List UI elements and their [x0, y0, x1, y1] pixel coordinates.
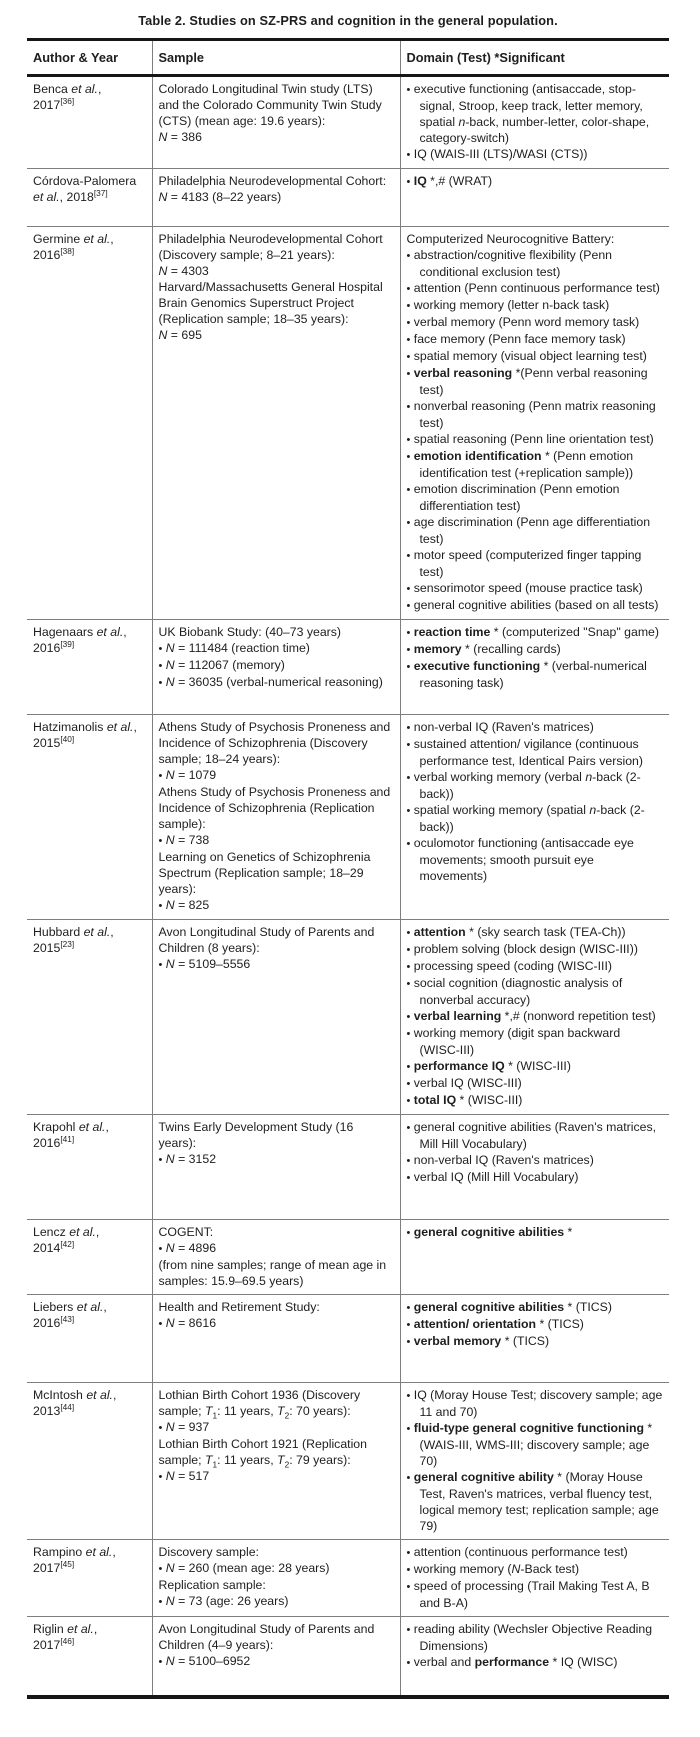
domain-item: • attention (continuous performance test)	[406, 1545, 628, 1559]
sample-cell	[152, 169, 400, 227]
domain-item: • general cognitive ability * (Moray House Test, Raven's matrices, verbal fluency test, logical memory test; replication sample; age 79)	[406, 1470, 659, 1533]
bullet-icon: •	[406, 1624, 411, 1636]
domain-item: • reading ability (Wechsler Objective Reading Dimensions)	[406, 1622, 653, 1653]
domain-item: • working memory (N-Back test)	[406, 1562, 580, 1576]
domain-item: • performance IQ * (WISC-III)	[406, 1059, 571, 1073]
bullet-icon: •	[406, 317, 411, 329]
col-header-domain: Domain (Test) *Significant	[400, 40, 669, 76]
domain-cell	[400, 620, 669, 715]
bullet-icon: •	[406, 1095, 411, 1107]
domain-item: • general cognitive abilities * (TICS)	[406, 1300, 612, 1314]
bullet-icon: •	[406, 1581, 411, 1593]
bullet-icon: •	[158, 900, 163, 912]
bullet-icon: •	[406, 334, 411, 346]
table-title: Table 2. Studies on SZ-PRS and cognition in the general population.	[138, 13, 558, 28]
author-cell: Rampino et al., 2017[45]	[27, 1540, 152, 1617]
bullet-icon: •	[406, 1061, 411, 1073]
sample-line: Lothian Birth Cohort 1936 (Discovery sample; $T_1$: 11 years, $T_2$: 70 years):	[158, 1388, 361, 1421]
sample-line: Athens Study of Psychosis Proneness and Incidence of Schizophrenia (Discovery sample; 18–24 years):	[158, 720, 391, 766]
bullet-icon: •	[406, 1336, 411, 1348]
sample-line: Colorado Longitudinal Twin study (LTS) and the Colorado Community Twin Study (CTS) (mean age: 19.6 years):	[158, 82, 382, 128]
domain-item: • abstraction/cognitive flexibility (Penn conditional exclusion test)	[406, 248, 612, 279]
sample-line: Replication sample:	[158, 1578, 266, 1592]
author-cell: Benca et al., 2017[36]	[33, 82, 102, 112]
table-row	[27, 227, 669, 620]
bullet-icon: •	[158, 1596, 163, 1608]
table-row	[27, 1295, 669, 1383]
bullet-icon: •	[406, 661, 411, 673]
sample-cell	[152, 920, 400, 1115]
domain-item: • reaction time * (computerized "Snap" game)	[406, 625, 659, 639]
domain-item: • oculomotor functioning (antisaccade eye movements; smooth pursuit eye movements)	[406, 836, 634, 883]
domain-item: • verbal and performance * IQ (WISC)	[406, 1655, 618, 1669]
sample-line: • N = 36035 (verbal-numerical reasoning)	[158, 675, 383, 689]
domain-item: • fluid-type general cognitive functioning * (WAIS-III, WMS-III; discovery sample; age 70)	[406, 1421, 653, 1468]
sample-cell	[152, 227, 400, 620]
author-cell: Hagenaars et al., 2016[39]	[27, 620, 152, 715]
domain-cell	[400, 227, 669, 620]
sample-line: Avon Longitudinal Study of Parents and Children (4–9 years):	[158, 1622, 375, 1652]
domain-cell	[400, 1383, 669, 1540]
bullet-icon: •	[406, 1028, 411, 1040]
sample-line: Avon Longitudinal Study of Parents and Children (8 years):	[158, 925, 375, 955]
domain-cell	[400, 76, 669, 169]
domain-item: • attention/ orientation * (TICS)	[406, 1317, 584, 1331]
bullet-icon: •	[406, 838, 411, 850]
sample-line: Harvard/Massachusetts General Hospital Brain Genomics Superstruct Project (Replication sample; 18–35 years):	[158, 280, 383, 326]
sample-line: Twins Early Development Study (16 years):	[158, 1120, 354, 1150]
domain-item: • attention (Penn continuous performance test)	[406, 281, 660, 295]
domain-item: • general cognitive abilities (Raven's matrices, Mill Hill Vocabulary)	[406, 1120, 657, 1151]
author-cell: Hatzimanolis et al., 2015[40]	[27, 715, 152, 920]
table-row	[27, 1115, 669, 1220]
bullet-icon: •	[406, 978, 411, 990]
bullet-icon: •	[406, 1078, 411, 1090]
domain-item: • general cognitive abilities (based on all tests)	[406, 598, 659, 612]
bullet-icon: •	[406, 1302, 411, 1314]
sample-line: N = 4303	[158, 264, 209, 278]
sample-line: Discovery sample:	[158, 1545, 259, 1559]
bullet-icon: •	[406, 149, 411, 161]
bullet-icon: •	[406, 517, 411, 529]
sample-cell	[152, 1383, 400, 1540]
sample-line: Learning on Genetics of Schizophrenia Spectrum (Replication sample; 18–29 years):	[158, 850, 371, 896]
domain-item: • verbal IQ (WISC-III)	[406, 1076, 522, 1090]
table-row	[27, 1540, 669, 1617]
sample-line: • N = 111484 (reaction time)	[158, 641, 310, 655]
table-row	[27, 169, 669, 227]
domain-item: • spatial working memory (spatial n-back (2-back))	[406, 803, 645, 834]
domain-item: • verbal memory (Penn word memory task)	[406, 315, 640, 329]
bullet-icon: •	[406, 176, 411, 188]
sample-line: N = 4183 (8–22 years)	[158, 190, 282, 204]
bullet-icon: •	[406, 550, 411, 562]
author-cell: McIntosh et al., 2013[44]	[27, 1383, 152, 1540]
domain-item: • verbal learning *,# (nonword repetition test)	[406, 1009, 656, 1023]
sample-cell	[152, 715, 400, 920]
author-cell: Riglin et al., 2017[46]	[27, 1617, 152, 1697]
sample-line: N = 695	[158, 328, 202, 342]
bullet-icon: •	[406, 627, 411, 639]
bullet-icon: •	[158, 643, 163, 655]
table-row	[27, 920, 669, 1115]
bullet-icon: •	[406, 401, 411, 413]
author-cell: Germine et al., 2016[38]	[27, 227, 152, 620]
domain-item: • problem solving (block design (WISC-III))	[406, 942, 638, 956]
bullet-icon: •	[406, 1472, 411, 1484]
bullet-icon: •	[158, 660, 163, 672]
sample-cell	[152, 1295, 400, 1383]
domain-item: • executive functioning * (verbal-numerical reasoning task)	[406, 659, 647, 690]
sample-line: COGENT:	[158, 1225, 214, 1239]
domain-item: • IQ *,# (WRAT)	[406, 174, 493, 188]
domain-item: • speed of processing (Trail Making Test A, B and B-A)	[406, 1579, 650, 1610]
author-cell: Hubbard et al., 2015[23]	[27, 920, 152, 1115]
bullet-icon: •	[406, 300, 411, 312]
table-row	[27, 1617, 669, 1697]
bullet-icon: •	[406, 484, 411, 496]
domain-item: • spatial reasoning (Penn line orientation test)	[406, 432, 654, 446]
domain-item: • processing speed (coding (WISC-III)	[406, 959, 612, 973]
bullet-icon: •	[406, 805, 411, 817]
bullet-icon: •	[406, 927, 411, 939]
author-cell: Liebers et al., 2016[43]	[27, 1295, 152, 1383]
bullet-icon: •	[158, 1563, 163, 1575]
bullet-icon: •	[406, 84, 411, 96]
bullet-icon: •	[406, 283, 411, 295]
bullet-icon: •	[158, 835, 163, 847]
domain-item: • attention * (sky search task (TEA-Ch))	[406, 925, 626, 939]
col-header-sample: Sample	[152, 40, 400, 76]
domain-cell	[400, 169, 669, 227]
domain-cell	[400, 1295, 669, 1383]
domain-item: • verbal IQ (Mill Hill Vocabulary)	[406, 1170, 579, 1184]
domain-item: • emotion discrimination (Penn emotion differentiation test)	[406, 482, 620, 513]
sample-cell	[152, 1540, 400, 1617]
domain-item: • executive functioning (antisaccade, stop-signal, Stroop, keep track, letter memory, spatial n-back, number-letter, color-shape, category-switch)	[406, 82, 650, 145]
sample-line: • N = 73 (age: 26 years)	[158, 1594, 289, 1608]
domain-item: • IQ (Moray House Test; discovery sample; age 11 and 70)	[406, 1388, 663, 1419]
bullet-icon: •	[406, 368, 411, 380]
bullet-icon: •	[406, 1657, 411, 1669]
bullet-icon: •	[406, 739, 411, 751]
table-row	[27, 715, 669, 920]
table-row	[27, 620, 669, 715]
sample-line: Health and Retirement Study:	[158, 1300, 320, 1314]
sample-line: • N = 5100–6952	[158, 1654, 251, 1668]
bullet-icon: •	[406, 1122, 411, 1134]
bullet-icon: •	[406, 1172, 411, 1184]
bullet-icon: •	[406, 600, 411, 612]
bullet-icon: •	[406, 722, 411, 734]
domain-item: • working memory (digit span backward (WISC-III)	[406, 1026, 621, 1057]
domain-cell	[400, 920, 669, 1115]
bullet-icon: •	[406, 1547, 411, 1559]
sample-line: Lothian Birth Cohort 1921 (Replication sample; $T_1$: 11 years, $T_2$: 79 years):	[158, 1437, 367, 1470]
domain-item: • non-verbal IQ (Raven's matrices)	[406, 1153, 594, 1167]
sample-line: (from nine samples; range of mean age in samples: 15.9–69.5 years)	[158, 1258, 387, 1288]
domain-item: • working memory (letter n-back task)	[406, 298, 610, 312]
bullet-icon: •	[158, 1422, 163, 1434]
sample-line: • N = 937	[158, 1420, 210, 1434]
sample-line: • N = 517	[158, 1469, 210, 1483]
sample-line: Philadelphia Neurodevelopmental Cohort (Discovery sample; 8–21 years):	[158, 232, 383, 262]
domain-item: • spatial memory (visual object learning test)	[406, 349, 647, 363]
bullet-icon: •	[406, 1564, 411, 1576]
bullet-icon: •	[158, 770, 163, 782]
bullet-icon: •	[406, 1011, 411, 1023]
bullet-icon: •	[158, 1154, 163, 1166]
bullet-icon: •	[406, 1423, 411, 1435]
studies-table-body	[27, 76, 669, 1697]
sample-cell	[152, 1617, 400, 1697]
domain-cell	[400, 1220, 669, 1295]
bullet-icon: •	[406, 451, 411, 463]
table-row	[27, 1220, 669, 1295]
sample-line: • N = 112067 (memory)	[158, 658, 285, 672]
domain-item: • verbal working memory (verbal n-back (2-back))	[406, 770, 641, 801]
domain-item: • motor speed (computerized finger tapping test)	[406, 548, 642, 579]
bullet-icon: •	[406, 644, 411, 656]
bullet-icon: •	[158, 1243, 163, 1255]
author-cell: Córdova-Palomera et al., 2018[37]	[27, 169, 152, 227]
domain-item: • total IQ * (WISC-III)	[406, 1093, 523, 1107]
domain-item: • IQ (WAIS-III (LTS)/WASI (CTS))	[406, 147, 588, 161]
bullet-icon: •	[406, 772, 411, 784]
domain-item: • memory * (recalling cards)	[406, 642, 561, 656]
domain-cell	[400, 1115, 669, 1220]
bullet-icon: •	[406, 961, 411, 973]
bullet-icon: •	[406, 351, 411, 363]
domain-item: • sensorimotor speed (mouse practice task)	[406, 581, 643, 595]
domain-item: • age discrimination (Penn age differentiation test)	[406, 515, 651, 546]
domain-cell	[400, 1617, 669, 1697]
domain-item: • nonverbal reasoning (Penn matrix reasoning test)	[406, 399, 656, 430]
bullet-icon: •	[158, 959, 163, 971]
studies-table	[27, 38, 669, 1699]
sample-cell	[152, 620, 400, 715]
sample-line: • N = 5109–5556	[158, 957, 251, 971]
author-cell: Lencz et al., 2014[42]	[27, 1220, 152, 1295]
bullet-icon: •	[406, 944, 411, 956]
domain-item: • verbal memory * (TICS)	[406, 1334, 550, 1348]
col-header-author: Author & Year	[27, 40, 152, 76]
domain-item: • sustained attention/ vigilance (continuous performance test, Identical Pairs version)	[406, 737, 643, 768]
bullet-icon: •	[406, 1319, 411, 1331]
domain-item: • face memory (Penn face memory task)	[406, 332, 626, 346]
sample-line: Athens Study of Psychosis Proneness and Incidence of Schizophrenia (Replication sample):	[158, 785, 391, 831]
bullet-icon: •	[406, 1155, 411, 1167]
domain-item: • non-verbal IQ (Raven's matrices)	[406, 720, 594, 734]
domain-item: • verbal reasoning *(Penn verbal reasoning test)	[406, 366, 648, 397]
sample-line: • N = 3152	[158, 1152, 217, 1166]
bullet-icon: •	[158, 677, 163, 689]
bullet-icon: •	[158, 1656, 163, 1668]
bullet-icon: •	[406, 583, 411, 595]
domain-intro: Computerized Neurocognitive Battery:	[406, 232, 615, 246]
sample-line: • N = 825	[158, 898, 210, 912]
author-cell: Krapohl et al., 2016[41]	[27, 1115, 152, 1220]
bullet-icon: •	[406, 434, 411, 446]
bullet-icon: •	[406, 250, 411, 262]
header-row	[27, 40, 669, 76]
domain-item: • emotion identification * (Penn emotion identification test (+replication sample))	[406, 449, 634, 480]
sample-line: Philadelphia Neurodevelopmental Cohort:	[158, 174, 387, 188]
bullet-icon: •	[406, 1390, 411, 1402]
bullet-icon: •	[158, 1318, 163, 1330]
sample-line: • N = 1079	[158, 768, 217, 782]
sample-line: • N = 4896	[158, 1241, 217, 1255]
sample-cell	[152, 1115, 400, 1220]
sample-line: UK Biobank Study: (40–73 years)	[158, 625, 342, 639]
sample-cell	[152, 1220, 400, 1295]
sample-line: • N = 8616	[158, 1316, 217, 1330]
bullet-icon: •	[406, 1227, 411, 1239]
bullet-icon: •	[158, 1471, 163, 1483]
domain-item: • social cognition (diagnostic analysis of nonverbal accuracy)	[406, 976, 623, 1007]
domain-cell	[400, 1540, 669, 1617]
sample-line: • N = 260 (mean age: 28 years)	[158, 1561, 330, 1575]
sample-line: N = 386	[158, 130, 202, 144]
table-row	[27, 1383, 669, 1540]
domain-cell	[400, 715, 669, 920]
sample-line: • N = 738	[158, 833, 210, 847]
sample-cell	[152, 76, 400, 169]
table-row	[27, 76, 669, 169]
domain-item: • general cognitive abilities *	[406, 1225, 573, 1239]
